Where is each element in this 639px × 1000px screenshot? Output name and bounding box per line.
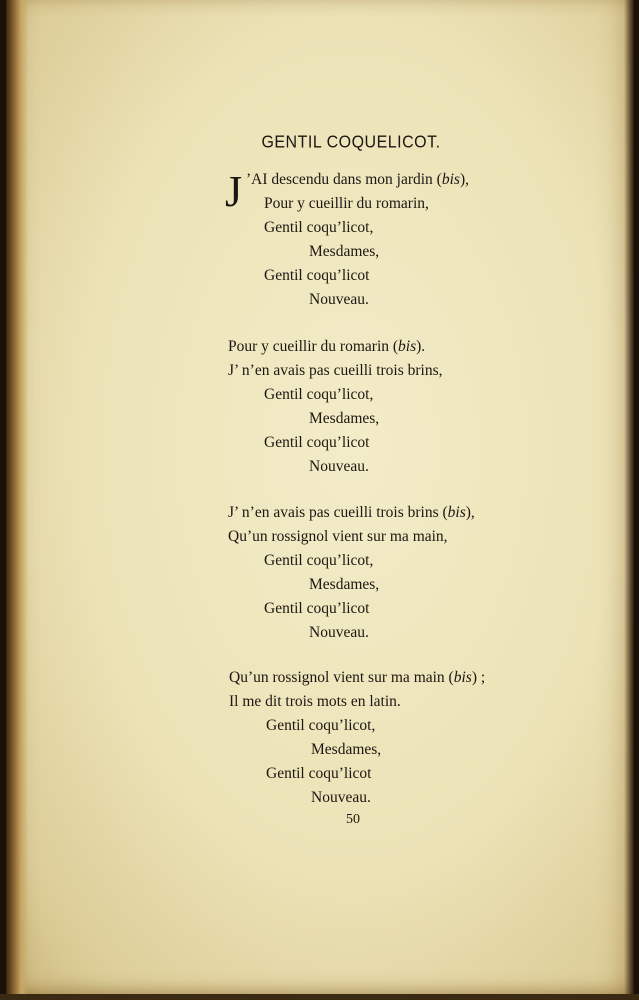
stanza-2-refrain-3: Gentil coqu’licot [264, 434, 370, 451]
stanza-3-refrain-2: Mesdames, [309, 576, 380, 593]
stanza-2-refrain-2: Mesdames, [309, 410, 380, 427]
stanza-1-line-2: Pour y cueillir du romarin, [264, 195, 429, 212]
song-title: GENTIL COQUELICOT. [261, 132, 441, 152]
stanza-4-refrain-1: Gentil coqu’licot, [266, 717, 376, 734]
stanza-4-refrain-3: Gentil coqu’licot [266, 765, 372, 782]
stanza-3-line-1: J’ n’en avais pas cueilli trois brins (bis), [228, 504, 475, 521]
stanza-3-refrain-4: Nouveau. [309, 624, 369, 641]
stanza-2-line-1: Pour y cueillir du romarin (bis). [228, 338, 426, 355]
stanza-3-refrain-3: Gentil coqu’licot [264, 600, 370, 617]
stanza-3-refrain-1: Gentil coqu’licot, [264, 552, 374, 569]
drop-cap: J [225, 167, 243, 216]
stanza-4-line-1: Qu’un rossignol vient sur ma main (bis) ; [229, 669, 486, 686]
page-bottom-edge [0, 994, 639, 1000]
stanza-4-refrain-2: Mesdames, [311, 741, 382, 758]
stanza-1-refrain-4: Nouveau. [309, 291, 369, 308]
stanza-2-refrain-1: Gentil coqu’licot, [264, 386, 374, 403]
stanza-1-line-1: ’AI descendu dans mon jardin (bis), [246, 171, 469, 188]
book-page [6, 0, 634, 996]
stanza-1-refrain-3: Gentil coqu’licot [264, 267, 370, 284]
stanza-1-refrain-2: Mesdames, [309, 243, 380, 260]
stanza-3-line-2: Qu’un rossignol vient sur ma main, [228, 528, 448, 545]
stanza-4-refrain-4: Nouveau. [311, 789, 371, 806]
stanza-2-refrain-4: Nouveau. [309, 458, 369, 475]
stanza-1-refrain-1: Gentil coqu’licot, [264, 219, 374, 236]
page-number: 50 [346, 812, 360, 827]
stanza-4-line-2: Il me dit trois mots en latin. [229, 693, 401, 710]
stanza-2-line-2: J’ n’en avais pas cueilli trois brins, [228, 362, 443, 379]
